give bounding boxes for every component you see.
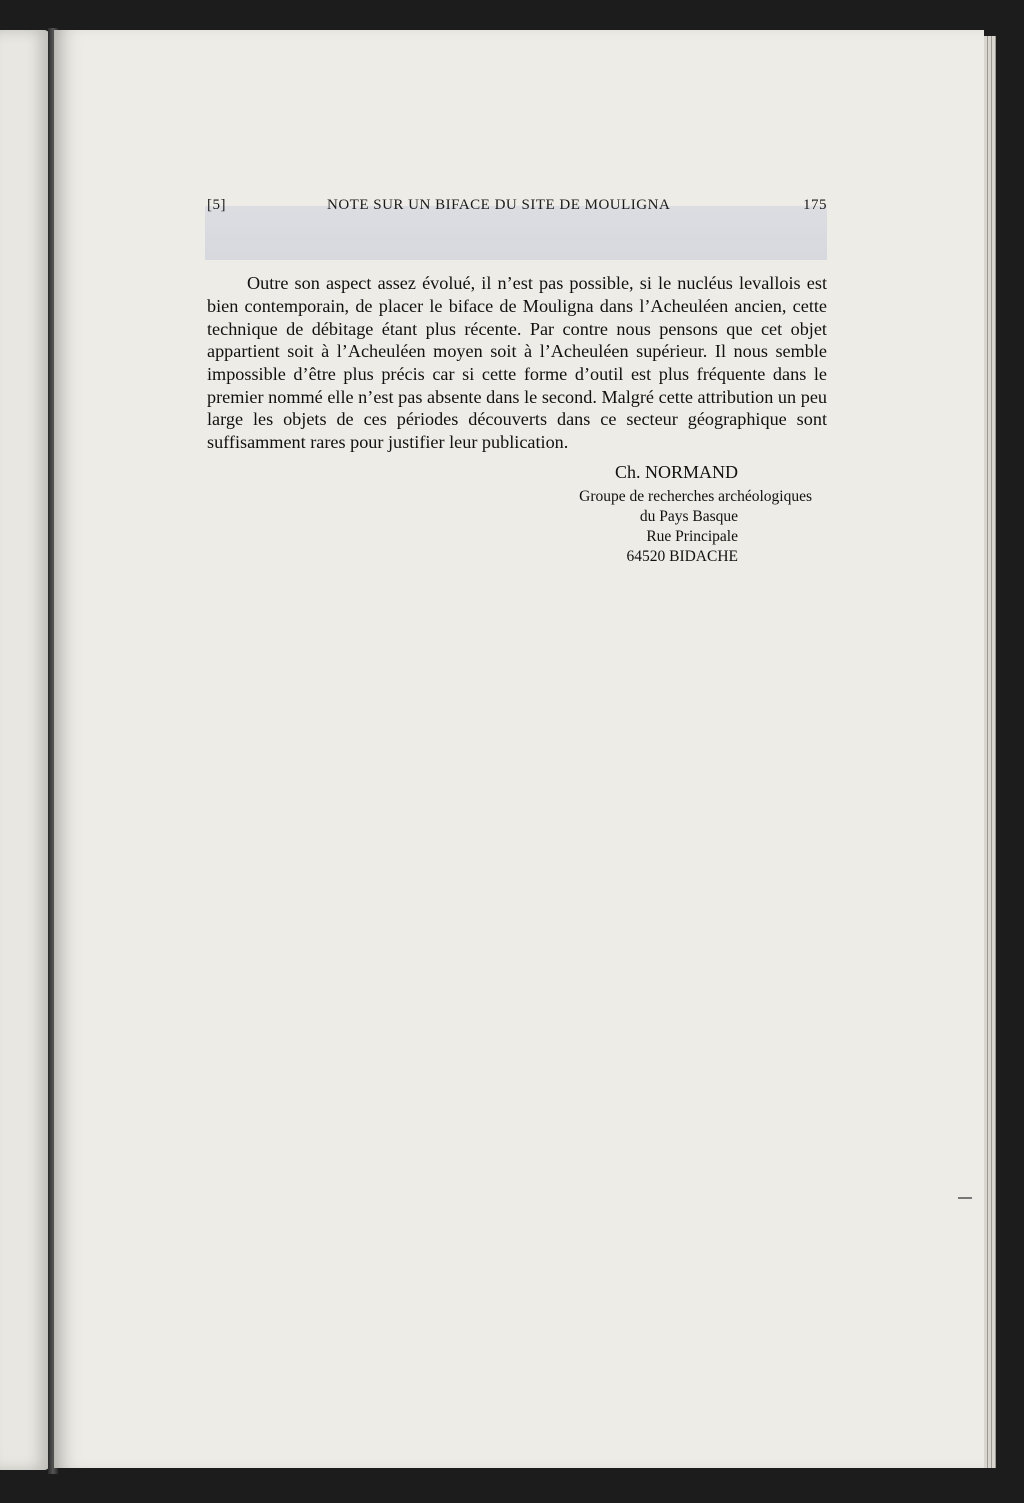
affiliation-line: Groupe de recherches archéologiques xyxy=(579,488,812,505)
running-head xyxy=(207,197,827,219)
left-page-edge xyxy=(0,30,50,1470)
address-line: Rue Principale xyxy=(646,528,738,545)
author-name: Ch. NORMAND xyxy=(614,462,738,482)
section-ref: [5] xyxy=(207,197,226,213)
affiliation-line: du Pays Basque xyxy=(639,508,738,525)
body-paragraph: Outre son aspect assez évolué, il n’est pas possible, si le nucléus levallois est bien contemporain, de placer le biface de Mouligna dans l’Acheuléen ancien, cette technique de débitage étant plus récente. Par contre nous pensons que cet objet appartient soit à l’Acheuléen moyen soit à l’Acheuléen supérieur. Il nous semble impossible d’être plus précis car si cette forme d’outil est plus fréquente dans le premier nommé elle n’est pas absente dans le second. Malgré cette attribution un peu large les objets de ces périodes découverts dans ce secteur géographique sont suffisamment rares pour justifier leur publication. xyxy=(207,273,827,453)
running-title: NOTE SUR UN BIFACE DU SITE DE MOULIGNA xyxy=(327,197,671,213)
page-number: 175 xyxy=(803,197,827,213)
page-edge xyxy=(992,36,996,1468)
postal-line: 64520 BIDACHE xyxy=(626,548,738,565)
margin-mark xyxy=(958,1197,972,1199)
